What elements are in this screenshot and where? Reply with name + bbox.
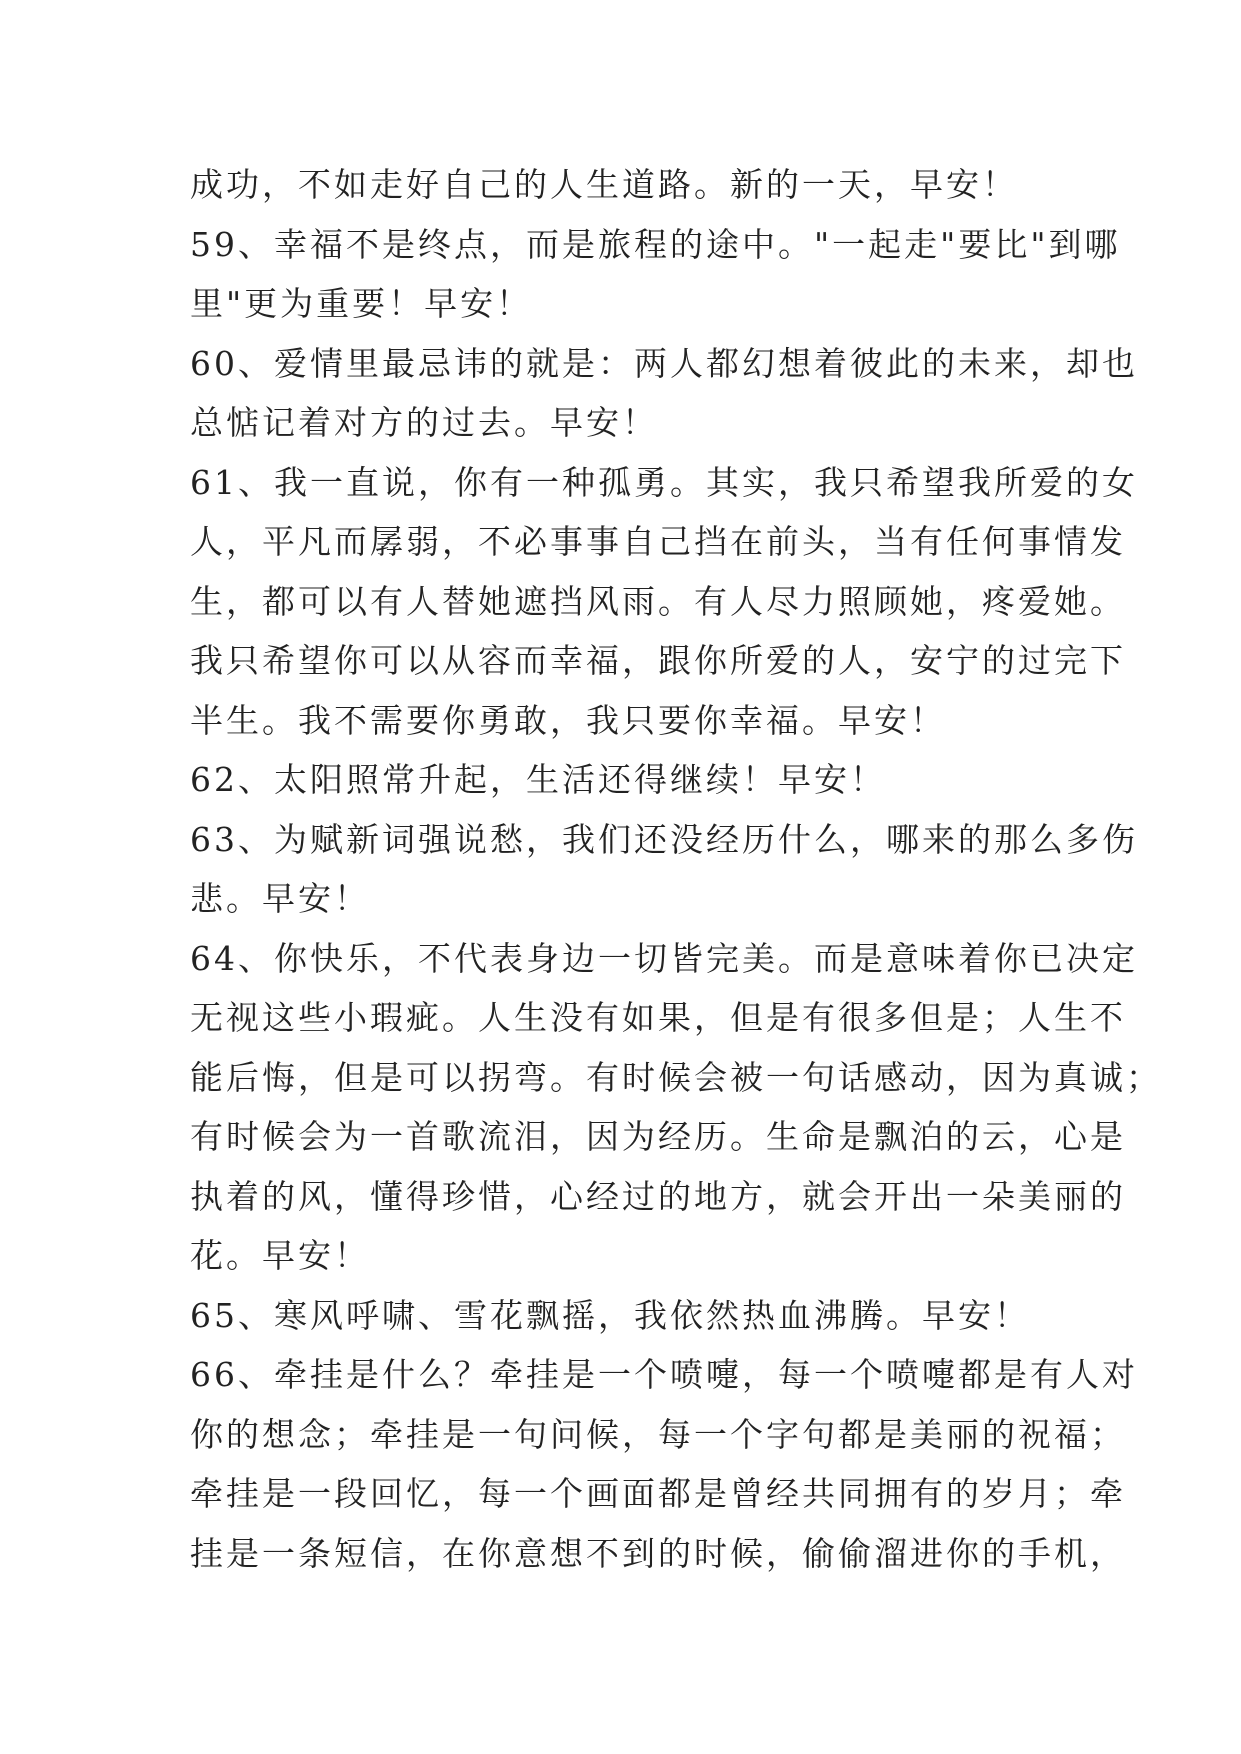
text-line: 62、太阳照常升起，生活还得继续！早安！ — [190, 760, 886, 799]
text-line: 挂是一条短信，在你意想不到的时候，偷偷溜进你的手机， — [190, 1533, 1126, 1573]
text-line: 无视这些小瑕疵。人生没有如果，但是有很多但是；人生不 — [190, 998, 1126, 1037]
text-line: 59、幸福不是终点，而是旅程的途中。"一起走"要比"到哪 — [190, 224, 1121, 264]
text-line: 成功，不如走好自己的人生道路。新的一天，早安！ — [190, 165, 1018, 204]
text-line: 里"更为重要！早安！ — [190, 284, 533, 323]
text-line: 总惦记着对方的过去。早安！ — [190, 403, 658, 442]
text-line: 我只希望你可以从容而幸福，跟你所爱的人，安宁的过完下 — [190, 641, 1126, 680]
text-line: 66、牵挂是什么？牵挂是一个喷嚏，每一个喷嚏都是有人对 — [190, 1355, 1138, 1394]
text-line: 执着的风，懂得珍惜，心经过的地方，就会开出一朵美丽的 — [190, 1176, 1126, 1216]
text-line: 人，平凡而孱弱，不必事事自己挡在前头，当有任何事情发 — [190, 522, 1126, 561]
text-line: 63、为赋新词强说愁，我们还没经历什么，哪来的那么多伤 — [190, 819, 1138, 859]
text-line: 65、寒风呼啸、雪花飘摇，我依然热血沸腾。早安！ — [190, 1295, 1030, 1335]
text-line: 有时候会为一首歌流泪，因为经历。生命是飘泊的云，心是 — [190, 1117, 1126, 1156]
text-line: 花。早安！ — [190, 1236, 370, 1275]
text-line: 生，都可以有人替她遮挡风雨。有人尽力照顾她，疼爱她。 — [190, 581, 1126, 621]
text-line: 61、我一直说，你有一种孤勇。其实，我只希望我所爱的女 — [190, 462, 1138, 502]
text-line: 你的想念；牵挂是一句问候，每一个字句都是美丽的祝福； — [190, 1414, 1126, 1454]
text-line: 半生。我不需要你勇敢，我只要你幸福。早安！ — [190, 700, 946, 740]
text-line: 60、爱情里最忌讳的就是：两人都幻想着彼此的未来，却也 — [190, 343, 1138, 383]
text-line: 悲。早安！ — [190, 879, 370, 918]
text-line: 64、你快乐，不代表身边一切皆完美。而是意味着你已决定 — [190, 938, 1138, 978]
text-line: 牵挂是一段回忆，每一个画面都是曾经共同拥有的岁月；牵 — [190, 1474, 1126, 1513]
body-text — [190, 155, 1162, 1583]
text-line: 能后悔，但是可以拐弯。有时候会被一句话感动，因为真诚； — [190, 1057, 1162, 1097]
